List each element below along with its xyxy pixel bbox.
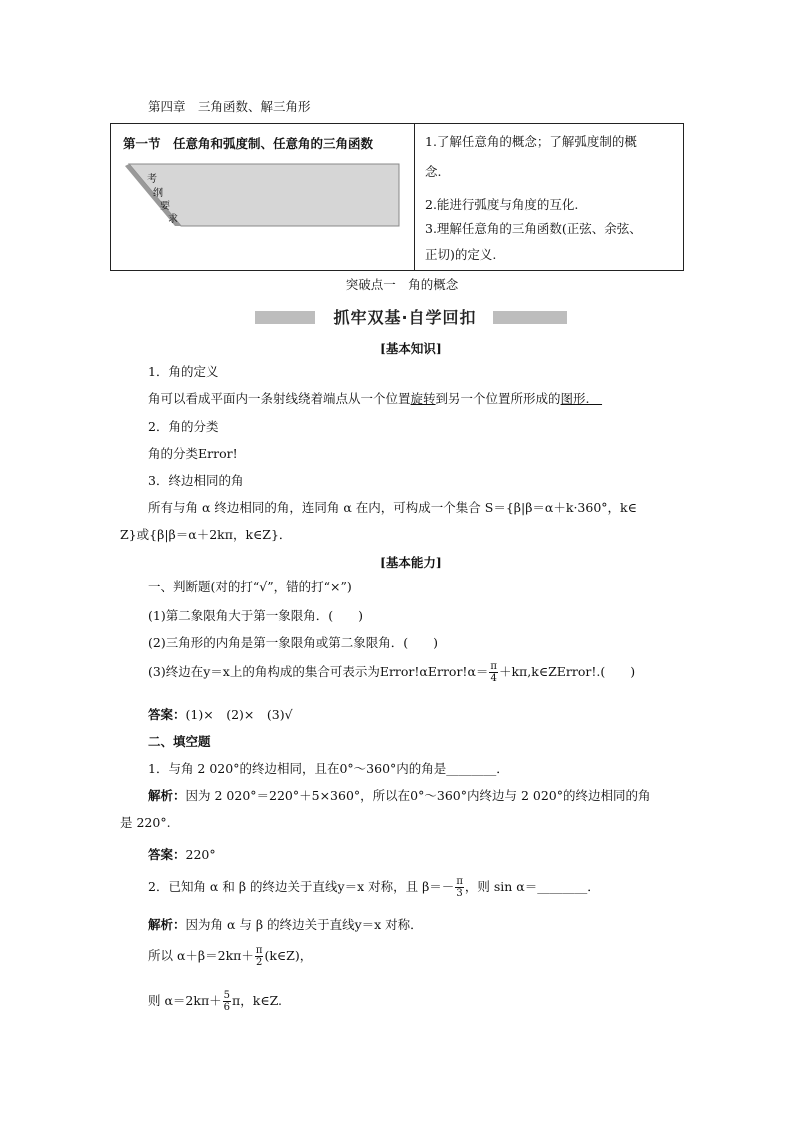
judge-question-2: (2)三角形的内角是第一象限角或第二象限角．( ) (148, 635, 438, 650)
requirement-line-4: 3.理解任意角的三角函数(正弦、余弦、 (425, 221, 642, 236)
fill-question-2-step-2: 则 α＝2kπ＋ $\frac{5}{6}$ π，k∈Z. (148, 990, 283, 1013)
judge-question-3: (3)终边在y＝x上的角构成的集合可表示为Error!αError!α＝ $\frac{\pi}{4}$ ＋kπ,k∈ZError!.( ) (148, 661, 636, 684)
requirement-line-1: 1.了解任意角的概念；了解弧度制的概 (425, 134, 637, 149)
section-title: 第一节 任意角和弧度制、任意角的三角函数 (123, 136, 374, 151)
fill-question-2-step-1: 所以 α＋β＝2kπ＋ $\frac{\pi}{2}$ (k∈Z)， (148, 945, 313, 968)
knowledge-item-1-title: 1．角的定义 (148, 364, 219, 379)
basic-knowledge-heading: [基本知识] (380, 341, 442, 356)
judge-answer: 答案：(1)× (2)× (3)√ (148, 707, 293, 722)
tab-char-3: 要 (160, 201, 170, 212)
knowledge-item-2-title: 2．角的分类 (148, 419, 219, 434)
requirement-line-2: 念. (425, 164, 442, 179)
fill-question-2: 2．已知角 α 和 β 的终边关于直线y＝x 对称，且 β＝－ $\frac{\pi}{3}$ ，则 sin α＝________． (148, 876, 600, 899)
tab-char-2: 纲 (153, 188, 163, 199)
breakthrough-title: 突破点一 角的概念 (345, 277, 459, 292)
knowledge-item-2-text: 角的分类Error! (148, 446, 238, 461)
requirement-line-5: 正切)的定义. (425, 247, 497, 262)
header-box (110, 123, 684, 271)
tab-char-4: 求 (168, 214, 178, 225)
fill-question-2-analysis: 解析：因为角 α 与 β 的终边关于直线y＝x 对称． (148, 917, 423, 932)
requirement-line-3: 2.能进行弧度与角度的互化. (425, 197, 579, 212)
knowledge-item-3-title: 3．终边相同的角 (148, 473, 244, 488)
fill-question-1-answer: 答案：220° (148, 847, 216, 862)
banner-left-bar (255, 311, 315, 324)
judge-section-title: 一、判断题(对的打“√”，错的打“×”) (148, 579, 352, 594)
basic-ability-heading: [基本能力] (380, 555, 442, 570)
box-divider (414, 124, 415, 270)
knowledge-item-3-line-1: 所有与角 α 终边相同的角，连同角 α 在内，可构成一个集合 S＝{β|β＝α＋k·360°，k∈ (148, 500, 637, 515)
fill-question-1-analysis: 解析：因为 2 020°＝220°＋5×360°，所以在0°～360°内终边与 2 020°的终边相同的角 (148, 788, 651, 803)
chapter-title: 第四章 三角函数、解三角形 (148, 99, 311, 114)
tab-char-1: 考 (147, 174, 157, 185)
knowledge-item-1-text: 角可以看成平面内一条射线绕着端点从一个位置旋转到另一个位置所形成的图形. (148, 391, 590, 406)
fill-question-1: 1．与角 2 020°的终边相同，且在0°～360°内的角是________． (148, 761, 509, 776)
judge-question-1: (1)第二象限角大于第一象限角．( ) (148, 608, 363, 623)
syllabus-tab (125, 160, 401, 230)
fill-question-1-analysis-line-2: 是 220°. (120, 815, 171, 830)
banner-title: 抓牢双基·自学回扣 (333, 308, 477, 327)
banner-right-bar (493, 311, 567, 324)
knowledge-item-3-line-2: Z}或{β|β＝α＋2kπ，k∈Z}． (120, 527, 292, 542)
fill-section-title: 二、填空题 (148, 734, 211, 749)
